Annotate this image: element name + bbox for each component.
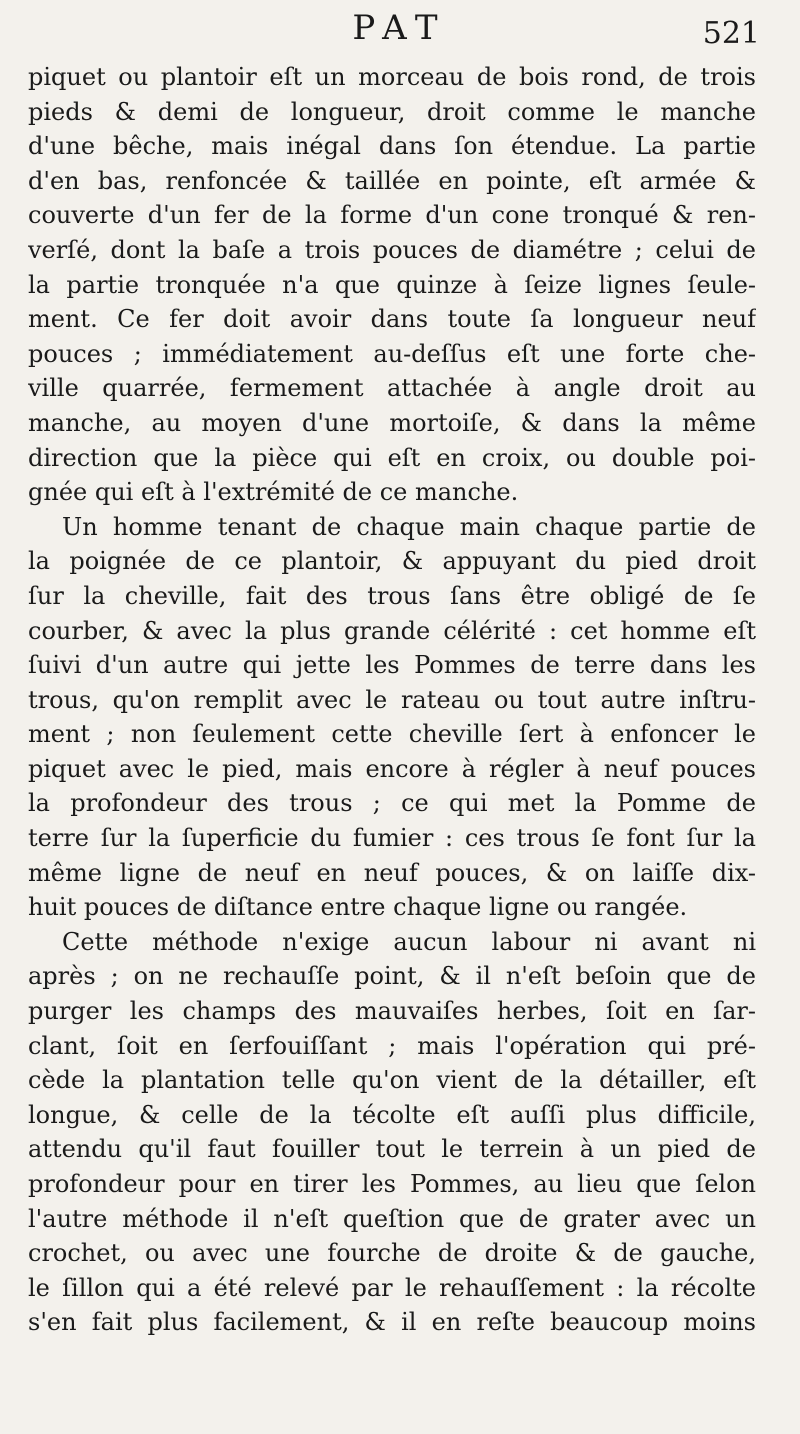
page-header (0, 8, 800, 58)
text-line: clant, ſoit en ſerfouiſſant ; mais l'opération qui pré- (28, 1031, 756, 1060)
text-line: Un homme tenant de chaque main chaque partie de (62, 512, 756, 541)
text-line: le ſillon qui a été relevé par le rehauſſement : la récolte (28, 1273, 756, 1302)
text-line: terre ſur la ſuperficie du fumier : ces trous ſe font ſur la (28, 824, 756, 853)
text-line: d'une bêche, mais inégal dans ſon étendue. La partie (28, 132, 756, 161)
paragraph (28, 925, 756, 1340)
text-line: attendu qu'il faut fouiller tout le terrein à un pied de (28, 1135, 756, 1164)
text-line: gnée qui eſt à l'extrémité de ce manche. (28, 478, 519, 507)
text-line: trous, qu'on remplit avec le rateau ou tout autre inſtru- (28, 685, 756, 714)
text-line: cède la plantation telle qu'on vient de la détailler, eſt (28, 1066, 756, 1095)
text-line: verſé, dont la baſe a trois pouces de diamétre ; celui de (28, 235, 756, 264)
text-line: longue, & celle de la técolte eſt auſſi plus difficile, (28, 1100, 756, 1129)
text-line: la profondeur des trous ; ce qui met la Pomme de (28, 789, 756, 818)
text-line: ment ; non ſeulement cette cheville ſert à enfoncer le (28, 720, 756, 749)
text-line: pouces ; immédiatement au-deſſus eſt une forte che- (28, 339, 756, 368)
text-line: s'en fait plus facilement, & il en reſte beaucoup moins (28, 1308, 756, 1337)
text-line: même ligne de neuf en neuf pouces, & on laiſſe dix- (28, 858, 756, 887)
text-line: profondeur pour en tirer les Pommes, au lieu que ſelon (28, 1170, 756, 1198)
text-line: d'en bas, renfoncée & taillée en pointe, eſt armée & (28, 166, 756, 195)
text-line: la partie tronquée n'a que quinze à ſeize lignes ſeule- (28, 270, 756, 299)
text-line: l'autre méthode il n'eſt queſtion que de grater avec un (28, 1204, 756, 1233)
text-line: piquet avec le pied, mais encore à régler à neuf pouces (28, 754, 756, 783)
text-line: direction que la pièce qui eſt en croix, ou double poi- (28, 443, 756, 472)
paragraph (28, 60, 756, 510)
text-line: piquet ou plantoir eſt un morceau de bois rond, de trois (28, 63, 756, 91)
running-head: PAT (352, 8, 448, 48)
text-line: ville quarrée, fermement attachée à angle droit au (28, 374, 756, 403)
body-text (28, 60, 756, 1340)
text-line: pieds & demi de longueur, droit comme le manche (28, 97, 756, 126)
text-line: couverte d'un fer de la forme d'un cone tronqué & ren- (28, 201, 756, 230)
text-line: ſuivi d'un autre qui jette les Pommes de terre dans les (28, 651, 756, 680)
text-line: huit pouces de diſtance entre chaque ligne ou rangée. (28, 893, 688, 922)
text-line: Cette méthode n'exige aucun labour ni avant ni (62, 927, 756, 956)
text-line: courber, & avec la plus grande célérité : cet homme eſt (28, 616, 756, 645)
text-line: ment. Ce fer doit avoir dans toute ſa longueur neuf (28, 305, 756, 334)
text-line: manche, au moyen d'une mortoiſe, & dans la même (28, 408, 756, 437)
text-line: crochet, ou avec une fourche de droite & de gauche, (28, 1239, 756, 1268)
paragraph (28, 510, 756, 925)
text-line: purger les champs des mauvaiſes herbes, ſoit en ſar- (28, 997, 756, 1026)
text-line: ſur la cheville, fait des trous ſans être obligé de ſe (28, 581, 756, 610)
text-line: après ; on ne rechauſſe point, & il n'eſt beſoin que de (28, 962, 756, 991)
text-line: la poignée de ce plantoir, & appuyant du pied droit (28, 547, 756, 576)
page-number: 521 (702, 16, 760, 51)
